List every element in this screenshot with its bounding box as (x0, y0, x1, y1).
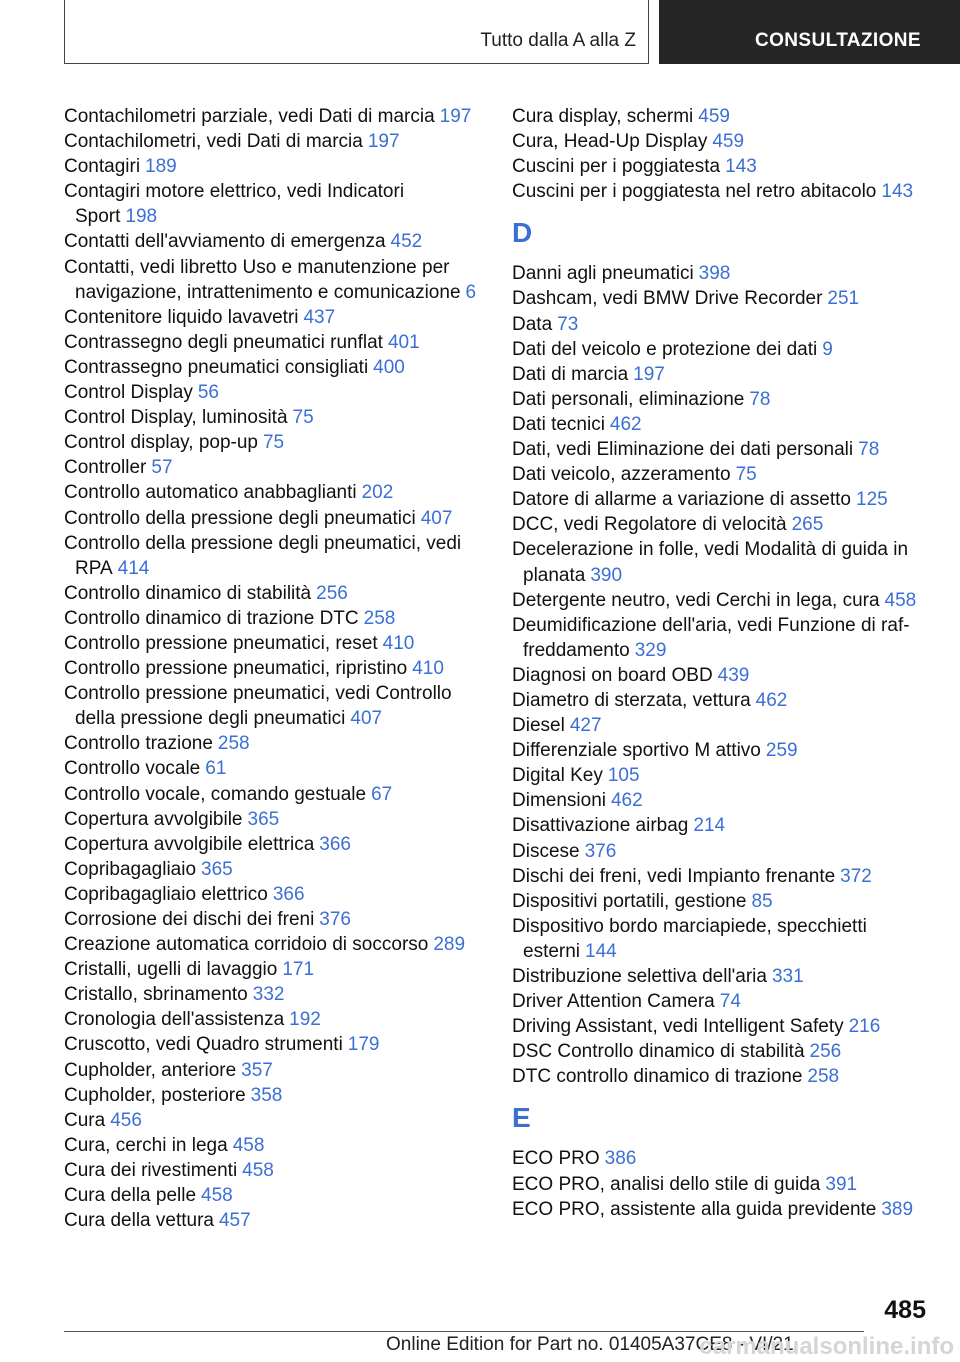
index-page-link[interactable]: 256 (809, 1041, 842, 1063)
index-entry-text: ECO PRO, assistente alla guida previdente (512, 1198, 877, 1220)
index-entry-text: Cura dei rivestimenti (64, 1159, 238, 1181)
index-group-e (512, 1146, 932, 1221)
index-entry (64, 731, 484, 756)
index-page-link[interactable]: 458 (232, 1134, 265, 1156)
index-entry (512, 286, 932, 311)
index-page-link[interactable]: 197 (439, 106, 472, 127)
index-entry (512, 537, 932, 587)
index-page-link[interactable]: 398 (698, 263, 731, 285)
index-entry (64, 480, 484, 505)
index-entry-text: Cura della vettura (64, 1210, 214, 1232)
index-entry-text: Disattivazione airbag (512, 815, 689, 837)
index-page-link[interactable]: 216 (848, 1016, 881, 1038)
index-page-link[interactable]: 459 (712, 131, 745, 153)
index-entry-text: Copertura avvolgibile elettrica (64, 833, 315, 855)
index-page-link[interactable]: 365 (247, 808, 280, 830)
index-group-d (512, 261, 932, 1089)
index-entry (64, 782, 484, 807)
index-page-link[interactable]: 407 (350, 708, 383, 730)
index-entry (512, 763, 932, 788)
header-title-box (64, 0, 649, 64)
index-entry (64, 255, 484, 305)
index-page-link[interactable]: 391 (825, 1173, 858, 1195)
index-column-right (512, 104, 932, 1222)
index-entry-text: Cristallo, sbrinamento (64, 984, 248, 1006)
index-entry-text: Copertura avvolgibile (64, 808, 243, 830)
index-entry-text: Creazione automatica corridoio di soccorso (64, 934, 429, 956)
index-page-link[interactable]: 390 (590, 564, 623, 586)
index-entry (512, 104, 932, 129)
index-entry-text: Cura della pelle (64, 1185, 197, 1207)
index-entry (64, 606, 484, 631)
index-entry-text: Dati tecnici (512, 413, 605, 435)
index-entry (64, 104, 484, 129)
index-entry (512, 1014, 932, 1039)
index-entry-text: Deumidificazione dell'aria, vedi Funzione di raffreddamento (512, 614, 910, 661)
index-entry (64, 681, 484, 731)
index-entry-text: Cristalli, ugelli di lavaggio (64, 959, 278, 981)
index-page-link[interactable]: 427 (569, 715, 602, 737)
index-page-link[interactable]: 75 (292, 407, 314, 429)
index-entry (64, 1133, 484, 1158)
index-entry-text: Copribagagliaio elettrico (64, 883, 268, 905)
index-page-link[interactable]: 357 (241, 1059, 273, 1081)
index-entry (64, 154, 484, 179)
index-entry-text: Cuscini per i poggiatesta (512, 156, 721, 178)
index-entry-text: Contatti, vedi libretto Uso e manutenzione per navigazione, intrattenimento e comunicazione (64, 256, 461, 303)
index-entry (512, 713, 932, 738)
index-page-link[interactable]: 75 (735, 464, 757, 486)
index-entry-text: ECO PRO, analisi dello stile di guida (512, 1173, 821, 1195)
index-entry-text: Controllo della pressione degli pneumatici (64, 507, 416, 529)
index-entry-text: Datore di allarme a variazione di assetto (512, 489, 852, 511)
index-entry (64, 857, 484, 882)
index-entry (512, 964, 932, 989)
index-entry-text: Dashcam, vedi BMW Drive Recorder (512, 288, 823, 310)
page-number: 485 (884, 1296, 926, 1324)
index-entry-text: Controller (64, 457, 147, 479)
index-entry (64, 405, 484, 430)
index-page-link[interactable]: 258 (807, 1066, 840, 1088)
index-entry-text: Contrassegno degli pneumatici runflat (64, 331, 383, 353)
index-entry-text: Control Display (64, 382, 193, 404)
index-entry (64, 1208, 484, 1233)
index-page-link[interactable]: 462 (609, 413, 642, 435)
watermark-logo: carmanualsonline.info (699, 1333, 954, 1360)
index-entry (64, 1108, 484, 1133)
index-entry (512, 154, 932, 179)
index-entry-text: Contagiri (64, 156, 141, 178)
index-page-link[interactable]: 256 (316, 582, 348, 604)
index-entry (512, 1146, 932, 1171)
index-entry-text: DCC, vedi Regolatore di velocità (512, 514, 787, 536)
index-page-link[interactable]: 458 (242, 1159, 274, 1181)
index-entry-text: Cruscotto, vedi Quadro strumenti (64, 1034, 343, 1056)
index-entry-text: Dati, vedi Eliminazione dei dati personali (512, 439, 854, 461)
index-entry (512, 129, 932, 154)
index-entry (512, 387, 932, 412)
header-section-tab[interactable] (659, 0, 960, 64)
index-entry-text: DSC Controllo dinamico di stabilità (512, 1041, 805, 1063)
index-page-link[interactable]: 125 (856, 489, 888, 511)
index-entry-text: Driver Attention Camera (512, 991, 715, 1013)
index-entry-text: Dispositivi portatili, gestione (512, 890, 747, 912)
index-entry (64, 656, 484, 681)
index-page-link[interactable]: 57 (151, 457, 173, 479)
index-entry-text: Decelerazione in folle, vedi Modalità di guida in planata (512, 539, 909, 586)
index-entry-text: Cura display, schermi (512, 106, 694, 127)
index-entry-text: Controllo trazione (64, 733, 213, 755)
index-entry (64, 807, 484, 832)
index-letter-d: D (512, 217, 533, 249)
index-entry (64, 756, 484, 781)
index-entry (64, 330, 484, 355)
index-entry-text: Controllo dinamico di trazione DTC (64, 607, 359, 629)
index-entry (512, 613, 932, 663)
index-entry (512, 1197, 932, 1222)
index-page-link[interactable]: 251 (827, 288, 860, 310)
index-page-link[interactable]: 9 (822, 338, 833, 360)
index-entry (512, 512, 932, 537)
index-entry-text: Data (512, 313, 553, 335)
index-entry (64, 1158, 484, 1183)
index-page-link[interactable]: 75 (262, 432, 285, 454)
index-page-link[interactable]: 458 (884, 589, 917, 611)
index-entry-text: Contatti dell'avviamento di emergenza (64, 231, 386, 253)
index-entry-text: Cura, Head-Up Display (512, 131, 708, 153)
index-entry-text: Controllo vocale, comando gestuale (64, 783, 367, 805)
index-entry (512, 989, 932, 1014)
index-page-link[interactable]: 85 (751, 890, 773, 912)
index-entry (512, 688, 932, 713)
index-entry-text: Contachilometri, vedi Dati di marcia (64, 131, 363, 153)
index-page-link[interactable]: 6 (465, 281, 477, 303)
index-entry (512, 312, 932, 337)
index-entry (64, 430, 484, 455)
index-entry (512, 412, 932, 437)
index-entry-text: Danni agli pneumatici (512, 263, 694, 285)
index-entry (512, 487, 932, 512)
index-entry (512, 663, 932, 688)
index-entry (512, 462, 932, 487)
index-page-link[interactable]: 437 (303, 306, 336, 328)
index-page-link[interactable]: 78 (749, 388, 771, 410)
index-entry-text: Diesel (512, 715, 565, 737)
index-entry (64, 832, 484, 857)
index-page-link[interactable]: 439 (717, 664, 750, 686)
index-page-link[interactable]: 376 (319, 909, 351, 930)
index-entry-text: Differenziale sportivo M attivo (512, 740, 761, 762)
index-entry (64, 1083, 484, 1108)
index-entry-text: Cura, cerchi in lega (64, 1134, 228, 1156)
index-entry (64, 1058, 484, 1083)
index-entry (64, 506, 484, 531)
index-page-link[interactable]: 259 (765, 740, 798, 762)
index-page-link[interactable]: 372 (840, 865, 872, 887)
index-entry-text: Controllo pressione pneumatici, vedi Controllo della pressione degli pneumatici (64, 683, 452, 730)
index-entry-text: Control display, pop-up (64, 432, 258, 454)
index-entry (512, 362, 932, 387)
index-entry-text: Contenitore liquido lavavetri (64, 306, 299, 328)
index-page-link[interactable]: 365 (201, 858, 233, 880)
index-entry-text: Digital Key (512, 765, 603, 787)
index-entry (64, 179, 484, 229)
index-entry (512, 179, 932, 204)
index-entry (64, 882, 484, 907)
index-entry-text: Dati di marcia (512, 363, 629, 385)
index-page-link[interactable]: 144 (585, 940, 617, 962)
index-entry (512, 437, 932, 462)
index-page-link[interactable]: 376 (584, 840, 617, 862)
index-entry-text: Cronologia dell'assistenza (64, 1009, 285, 1031)
index-entry (512, 588, 932, 613)
index-page-link[interactable]: 61 (205, 758, 227, 780)
index-entry (512, 1039, 932, 1064)
index-page-link[interactable]: 401 (387, 331, 420, 353)
index-entry-text: Contachilometri parziale, vedi Dati di marcia (64, 106, 435, 127)
index-entry (64, 631, 484, 656)
index-page-link[interactable]: 265 (791, 514, 824, 536)
index-entry-text: Corrosione dei dischi dei freni (64, 909, 315, 930)
index-entry (512, 889, 932, 914)
index-entry-text: Discese (512, 840, 580, 862)
index-page-link[interactable]: 289 (433, 934, 466, 956)
index-entry (512, 813, 932, 838)
index-page-link[interactable]: 462 (755, 689, 788, 711)
index-entry-text: Controllo pressione pneumatici, ripristino (64, 658, 408, 680)
index-entry (64, 907, 484, 932)
index-page-link[interactable]: 457 (218, 1210, 251, 1232)
index-entry (64, 129, 484, 154)
index-page-link[interactable]: 56 (197, 382, 219, 404)
index-entry-text: Dati personali, eliminazione (512, 388, 745, 410)
index-page-link[interactable]: 410 (412, 658, 444, 680)
index-page-link[interactable]: 386 (604, 1148, 637, 1170)
index-letter-e: E (512, 1102, 531, 1134)
index-page-link[interactable]: 358 (250, 1084, 283, 1106)
index-page-link[interactable]: 197 (367, 131, 400, 153)
index-entry (64, 932, 484, 957)
index-entry-text: Cupholder, posteriore (64, 1084, 246, 1106)
index-entry-text: Diametro di sterzata, vettura (512, 689, 751, 711)
index-entry-text: Driving Assistant, vedi Intelligent Safety (512, 1016, 844, 1038)
index-page-link[interactable]: 458 (201, 1185, 233, 1207)
index-entry (64, 531, 484, 581)
index-group-c (512, 104, 932, 204)
index-entry-text: Dati veicolo, azzeramento (512, 464, 731, 486)
index-entry-text: Control Display, luminosità (64, 407, 288, 429)
index-entry-text: Dispositivo bordo marciapiede, specchietti esterni (512, 915, 867, 962)
index-page-link[interactable]: 331 (771, 966, 804, 987)
index-entry-text: Controllo pressione pneumatici, reset (64, 632, 378, 654)
index-page-link[interactable]: 456 (110, 1109, 142, 1131)
index-page-link[interactable]: 73 (557, 313, 579, 335)
index-entry (64, 957, 484, 982)
index-page-link[interactable]: 198 (125, 206, 158, 228)
header-title: Tutto dalla A alla Z (480, 30, 636, 51)
index-page-link[interactable]: 143 (881, 181, 914, 203)
index-page-link[interactable]: 366 (272, 883, 305, 905)
index-page-link[interactable]: 407 (420, 507, 453, 529)
index-entry (64, 1007, 484, 1032)
index-entry-text: Controllo dinamico di stabilità (64, 582, 312, 604)
index-entry (64, 1183, 484, 1208)
index-entry-text: Cura (64, 1109, 106, 1131)
index-page-link[interactable]: 459 (698, 106, 730, 127)
header-section-label: CONSULTAZIONE (755, 30, 921, 51)
index-entry-text: Controllo della pressione degli pneumatici, vedi RPA (64, 532, 462, 579)
index-entry (64, 229, 484, 254)
index-page-link[interactable]: 189 (145, 156, 177, 178)
index-entry-text: Dati del veicolo e protezione dei dati (512, 338, 818, 360)
index-page-link[interactable]: 258 (363, 607, 396, 629)
index-entry-text: Contrassegno pneumatici consigliati (64, 356, 369, 378)
index-entry-text: Distribuzione selettiva dell'aria (512, 966, 767, 987)
index-page-link[interactable]: 329 (634, 639, 667, 661)
index-entry (512, 914, 932, 964)
index-page-link[interactable]: 366 (319, 833, 351, 855)
index-entry (64, 305, 484, 330)
index-page-link[interactable]: 171 (282, 959, 315, 981)
index-page-link[interactable]: 410 (382, 632, 415, 654)
index-entry (512, 261, 932, 286)
index-entry (64, 355, 484, 380)
index-entry-text: Diagnosi on board OBD (512, 664, 713, 686)
index-page-link[interactable]: 179 (347, 1034, 380, 1056)
index-entry-text: Dimensioni (512, 790, 606, 812)
index-entry (512, 839, 932, 864)
index-page-link[interactable]: 332 (252, 984, 285, 1006)
index-column-left (64, 104, 484, 1233)
footer-edition-text: Online Edition for Part no. 01405A37CE8 - VI/21 (386, 1334, 794, 1355)
index-page-link[interactable]: 414 (117, 557, 150, 579)
index-entry-text: Cupholder, anteriore (64, 1059, 237, 1081)
index-page-link[interactable]: 78 (858, 439, 880, 461)
index-page-link[interactable]: 74 (719, 991, 741, 1013)
index-entry-text: Dischi dei freni, vedi Impianto frenante (512, 865, 836, 887)
index-page-link[interactable]: 192 (289, 1009, 321, 1031)
index-entry-text: Detergente neutro, vedi Cerchi in lega, cura (512, 589, 880, 611)
index-entry (64, 581, 484, 606)
index-page-link[interactable]: 400 (373, 356, 405, 378)
index-entry-text: Cuscini per i poggiatesta nel retro abitacolo (512, 181, 877, 203)
footer-divider (64, 1331, 864, 1332)
index-page-link[interactable]: 143 (725, 156, 757, 178)
index-entry-text: Contagiri motore elettrico, vedi Indicatori Sport (64, 181, 405, 228)
index-entry (64, 380, 484, 405)
index-page-link[interactable]: 67 (371, 783, 393, 805)
index-entry-text: Controllo vocale (64, 758, 201, 780)
index-page-link[interactable]: 462 (610, 790, 643, 812)
index-entry (64, 455, 484, 480)
index-entry (512, 864, 932, 889)
index-page-link[interactable]: 105 (607, 765, 640, 787)
index-entry (512, 788, 932, 813)
index-entry-text: Copribagagliaio (64, 858, 197, 880)
index-page-link[interactable]: 258 (217, 733, 250, 755)
index-entry (64, 1032, 484, 1057)
index-page-link[interactable]: 214 (693, 815, 726, 837)
index-page-link[interactable]: 202 (361, 482, 394, 504)
index-entry-text: ECO PRO (512, 1148, 600, 1170)
index-entry-text: Controllo automatico anabbaglianti (64, 482, 357, 504)
index-entry (512, 738, 932, 763)
index-entry-text: DTC controllo dinamico di trazione (512, 1066, 803, 1088)
index-page-link[interactable]: 197 (633, 363, 665, 385)
index-entry (512, 337, 932, 362)
index-entry (512, 1064, 932, 1089)
index-page-link[interactable]: 452 (390, 231, 423, 253)
index-entry (512, 1172, 932, 1197)
index-page-link[interactable]: 389 (881, 1198, 914, 1220)
index-entry (64, 982, 484, 1007)
